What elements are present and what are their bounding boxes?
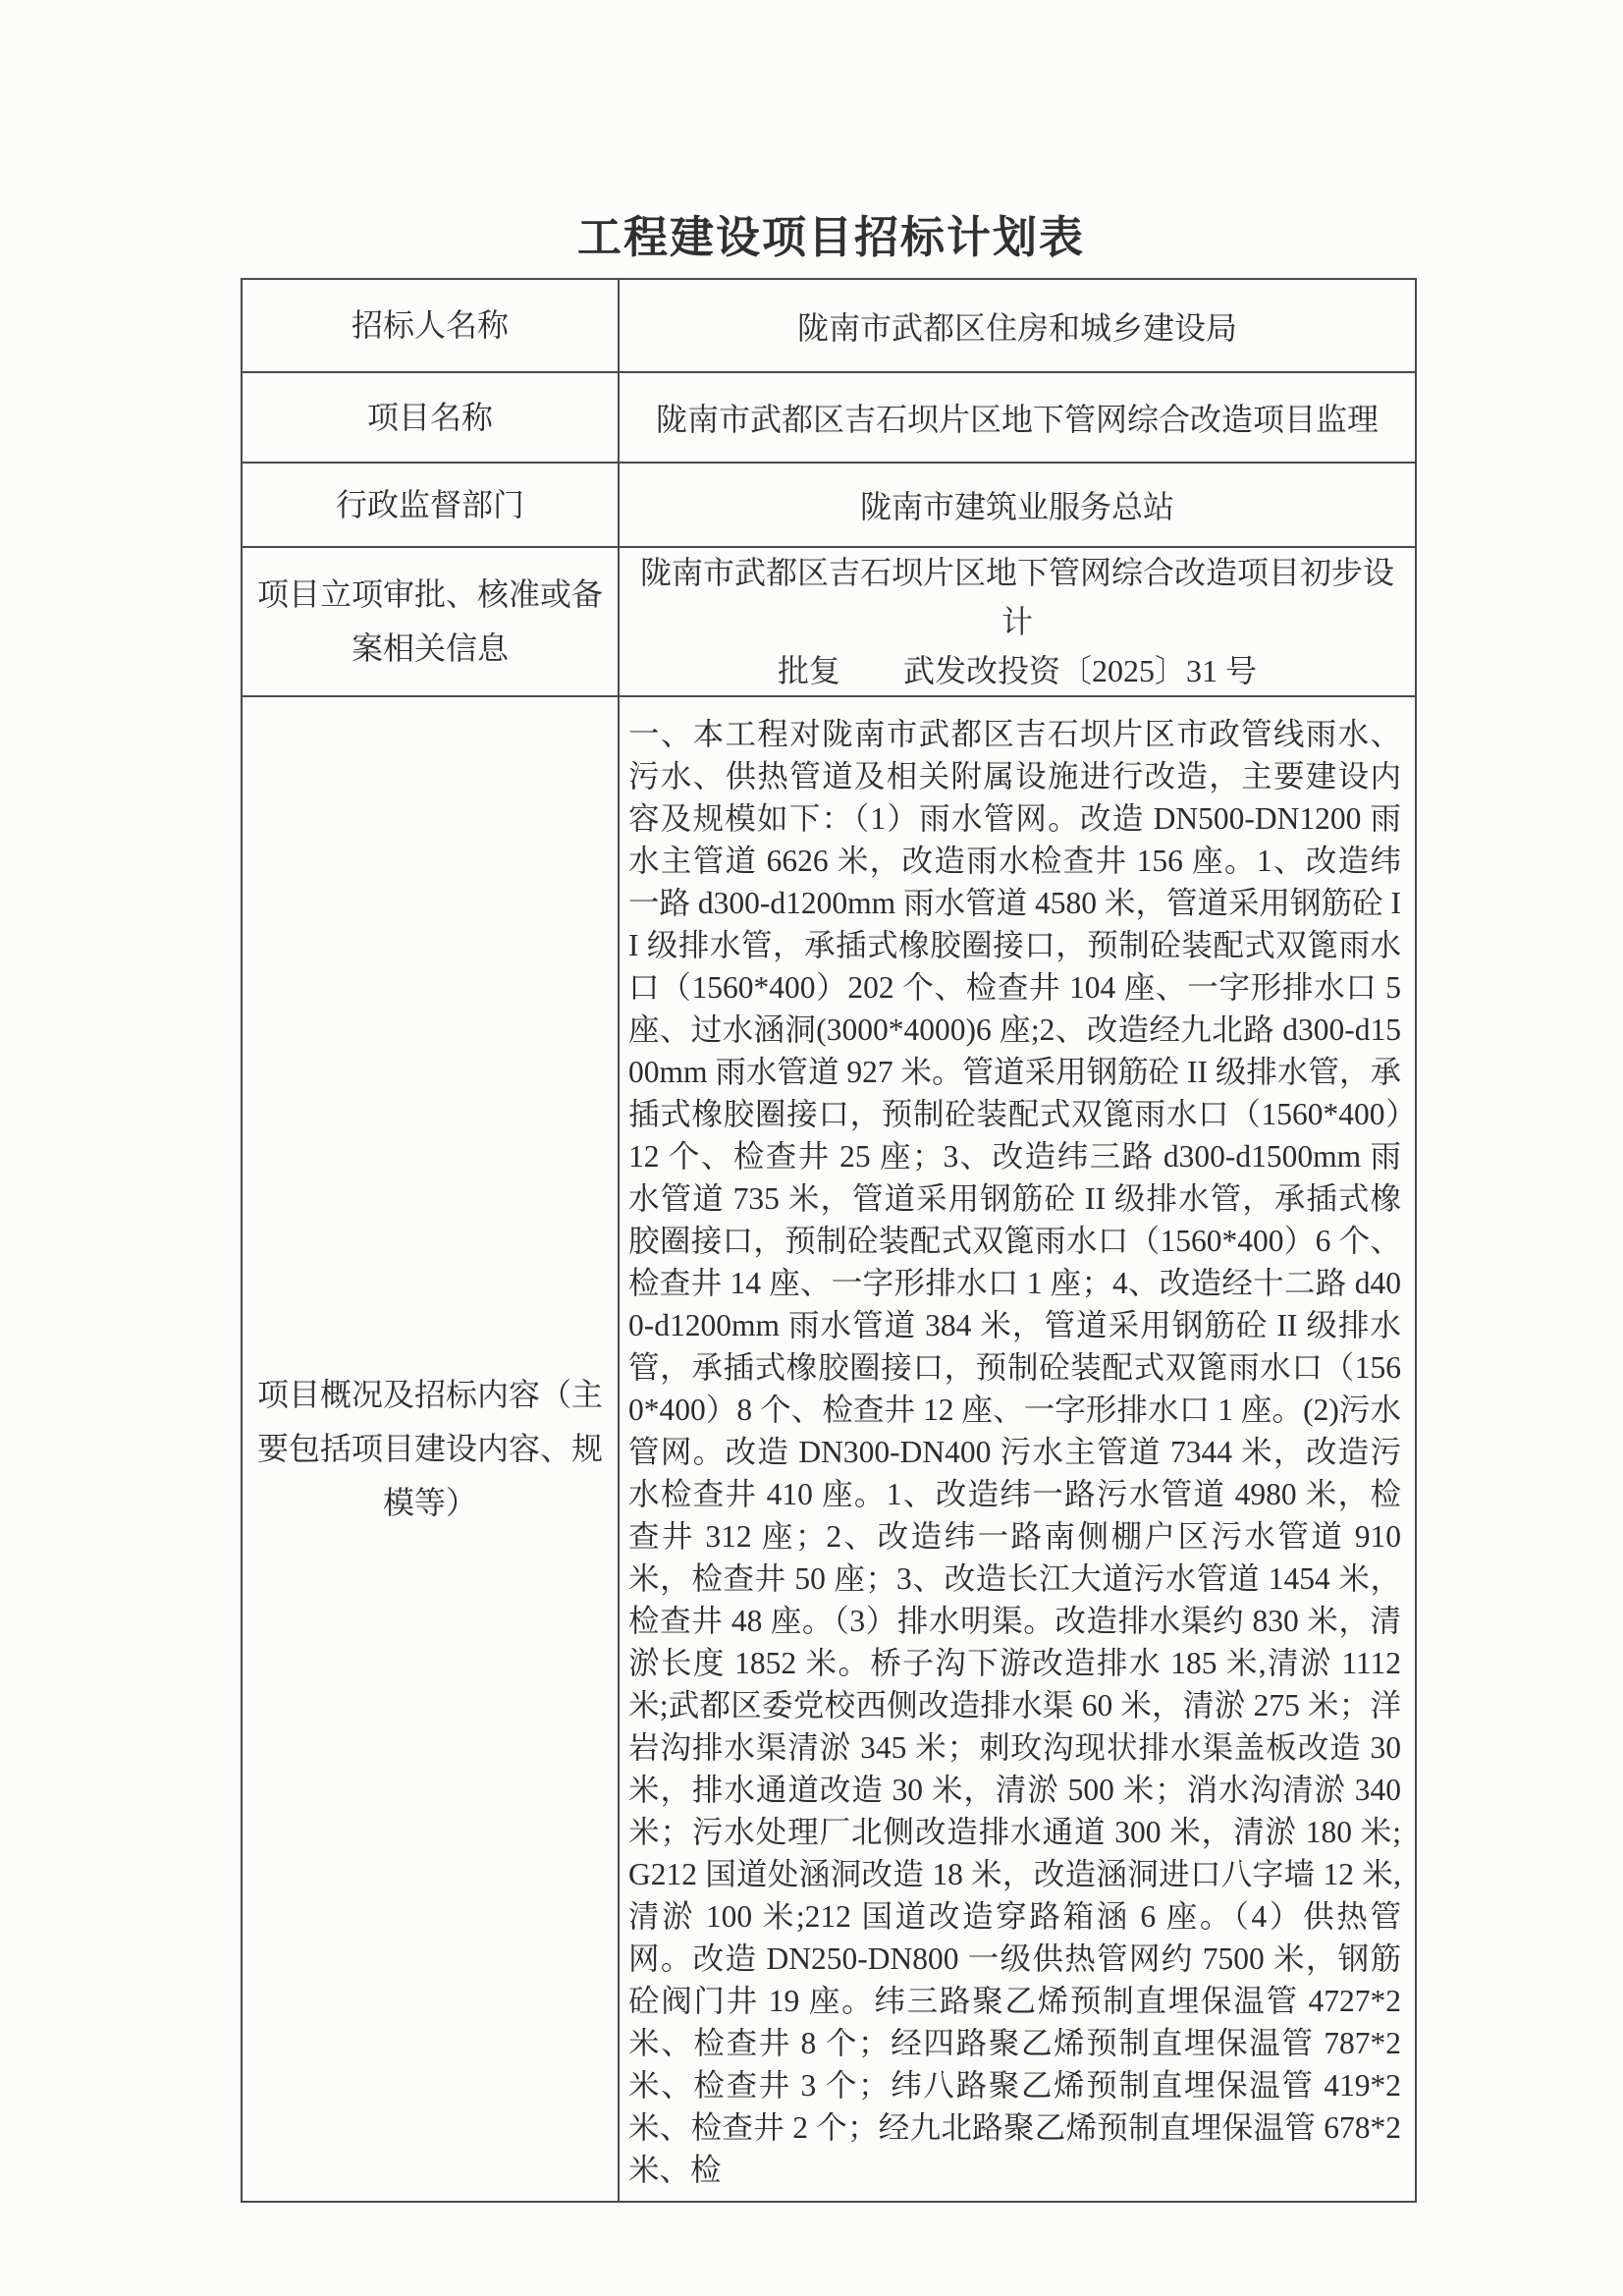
project-overview-paragraph: 一、本工程对陇南市武都区吉石坝片区市政管线雨水、污水、供热管道及相关附属设施进行改造，主要建设内容及规模如下：（1）雨水管网。改造 DN500-DN1200 雨水主管道 6626 米，改造雨水检查井 156 座。1、改造纬一路 d300-d1200mm 雨水管道 4580 米，管道采用钢筋砼 II 级排水管，承插式橡胶圈接口，预制砼装配式双篦雨水口（1560*400）202 个、检查井 104 座、一字形排水口 5 座、过水涵洞(3000*4000)6 座;2、改造经九北路 d300-d1500mm 雨水管道 927 米。管道采用钢筋砼 II 级排水管，承插式橡胶圈接口，预制砼装配式双篦雨水口（1560*400）12 个、检查井 25 座；3、改造纬三路 d300-d1500mm 雨水管道 735 米，管道采用钢筋砼 II 级排水管，承插式橡胶圈接口，预制砼装配式双篦雨水口（1560*400）6 个、检查井 14 座、一字形排水口 1 座；4、改造经十二路 d400-d1200mm 雨水管道 384 米，管道采用钢筋砼 II 级排水管，承插式橡胶圈接口，预制砼装配式双篦雨水口（1560*400）8 个、检查井 12 座、一字形排水口 1 座。(2)污水管网。改造 DN300-DN400 污水主管道 7344 米，改造污水检查井 410 座。1、改造纬一路污水管道 4980 米，检查井 312 座；2、改造纬一路南侧棚户区污水管道 910 米，检查井 50 座；3、改造长江大道污水管道 1454 米，检查井 48 座。（3）排水明渠。改造排水渠约 830 米，清淤长度 1852 米。桥子沟下游改造排水 185 米,清淤 1112 米;武都区委党校西侧改造排水渠 60 米，清淤 275 米；洋岩沟排水渠清淤 345 米；刺玫沟现状排水渠盖板改造 30 米，排水通道改造 30 米，清淤 500 米；消水沟清淤 340 米；污水处理厂北侧改造排水通道 300 米，清淤 180 米;G212 国道处涵洞改造 18 米，改造涵洞进口八字墙 12 米,清淤 100 米;212 国道改造穿路箱涵 6 座。（4）供热管网。改造 DN250-DN800 一级供热管网约 7500 米，钢筋砼阀门井 19 座。纬三路聚乙烯预制直埋保温管 4727*2 米、检查井 8 个；经四路聚乙烯预制直埋保温管 787*2 米、检查井 3 个；纬八路聚乙烯预制直埋保温管 419*2 米、检查井 2 个；经九北路聚乙烯预制直埋保温管 678*2 米、检 (628, 717, 1401, 2187)
row-value-project-overview (619, 696, 1416, 2202)
row-label-approval-info: 项目立项审批、核准或备案相关信息 (242, 547, 619, 696)
row-label-bidder-name: 招标人名称 (242, 279, 619, 372)
table-row-approval-info (242, 547, 1416, 696)
table-row-project-name (242, 372, 1416, 463)
table-row-bidder-name (242, 279, 1416, 372)
bidding-plan-table (241, 278, 1417, 2203)
table-row-project-overview (242, 696, 1416, 2202)
row-value-supervising-department: 陇南市建筑业服务总站 (619, 463, 1416, 547)
row-label-supervising-department: 行政监督部门 (242, 463, 619, 547)
row-value-project-name: 陇南市武都区吉石坝片区地下管网综合改造项目监理 (619, 372, 1416, 463)
row-value-bidder-name: 陇南市武都区住房和城乡建设局 (619, 279, 1416, 372)
approval-info-line-1: 陇南市武都区吉石坝片区地下管网综合改造项目初步设计 (639, 555, 1394, 639)
approval-info-line-2: 批复 武发改投资〔2025〕31 号 (777, 653, 1257, 688)
row-label-project-overview: 项目概况及招标内容（主要包括项目建设内容、规模等） (242, 696, 619, 2202)
row-value-approval-info (619, 547, 1416, 696)
document-title: 工程建设项目招标计划表 (576, 213, 1085, 262)
row-label-project-name: 项目名称 (242, 372, 619, 463)
table-row-supervising-department (242, 463, 1416, 547)
